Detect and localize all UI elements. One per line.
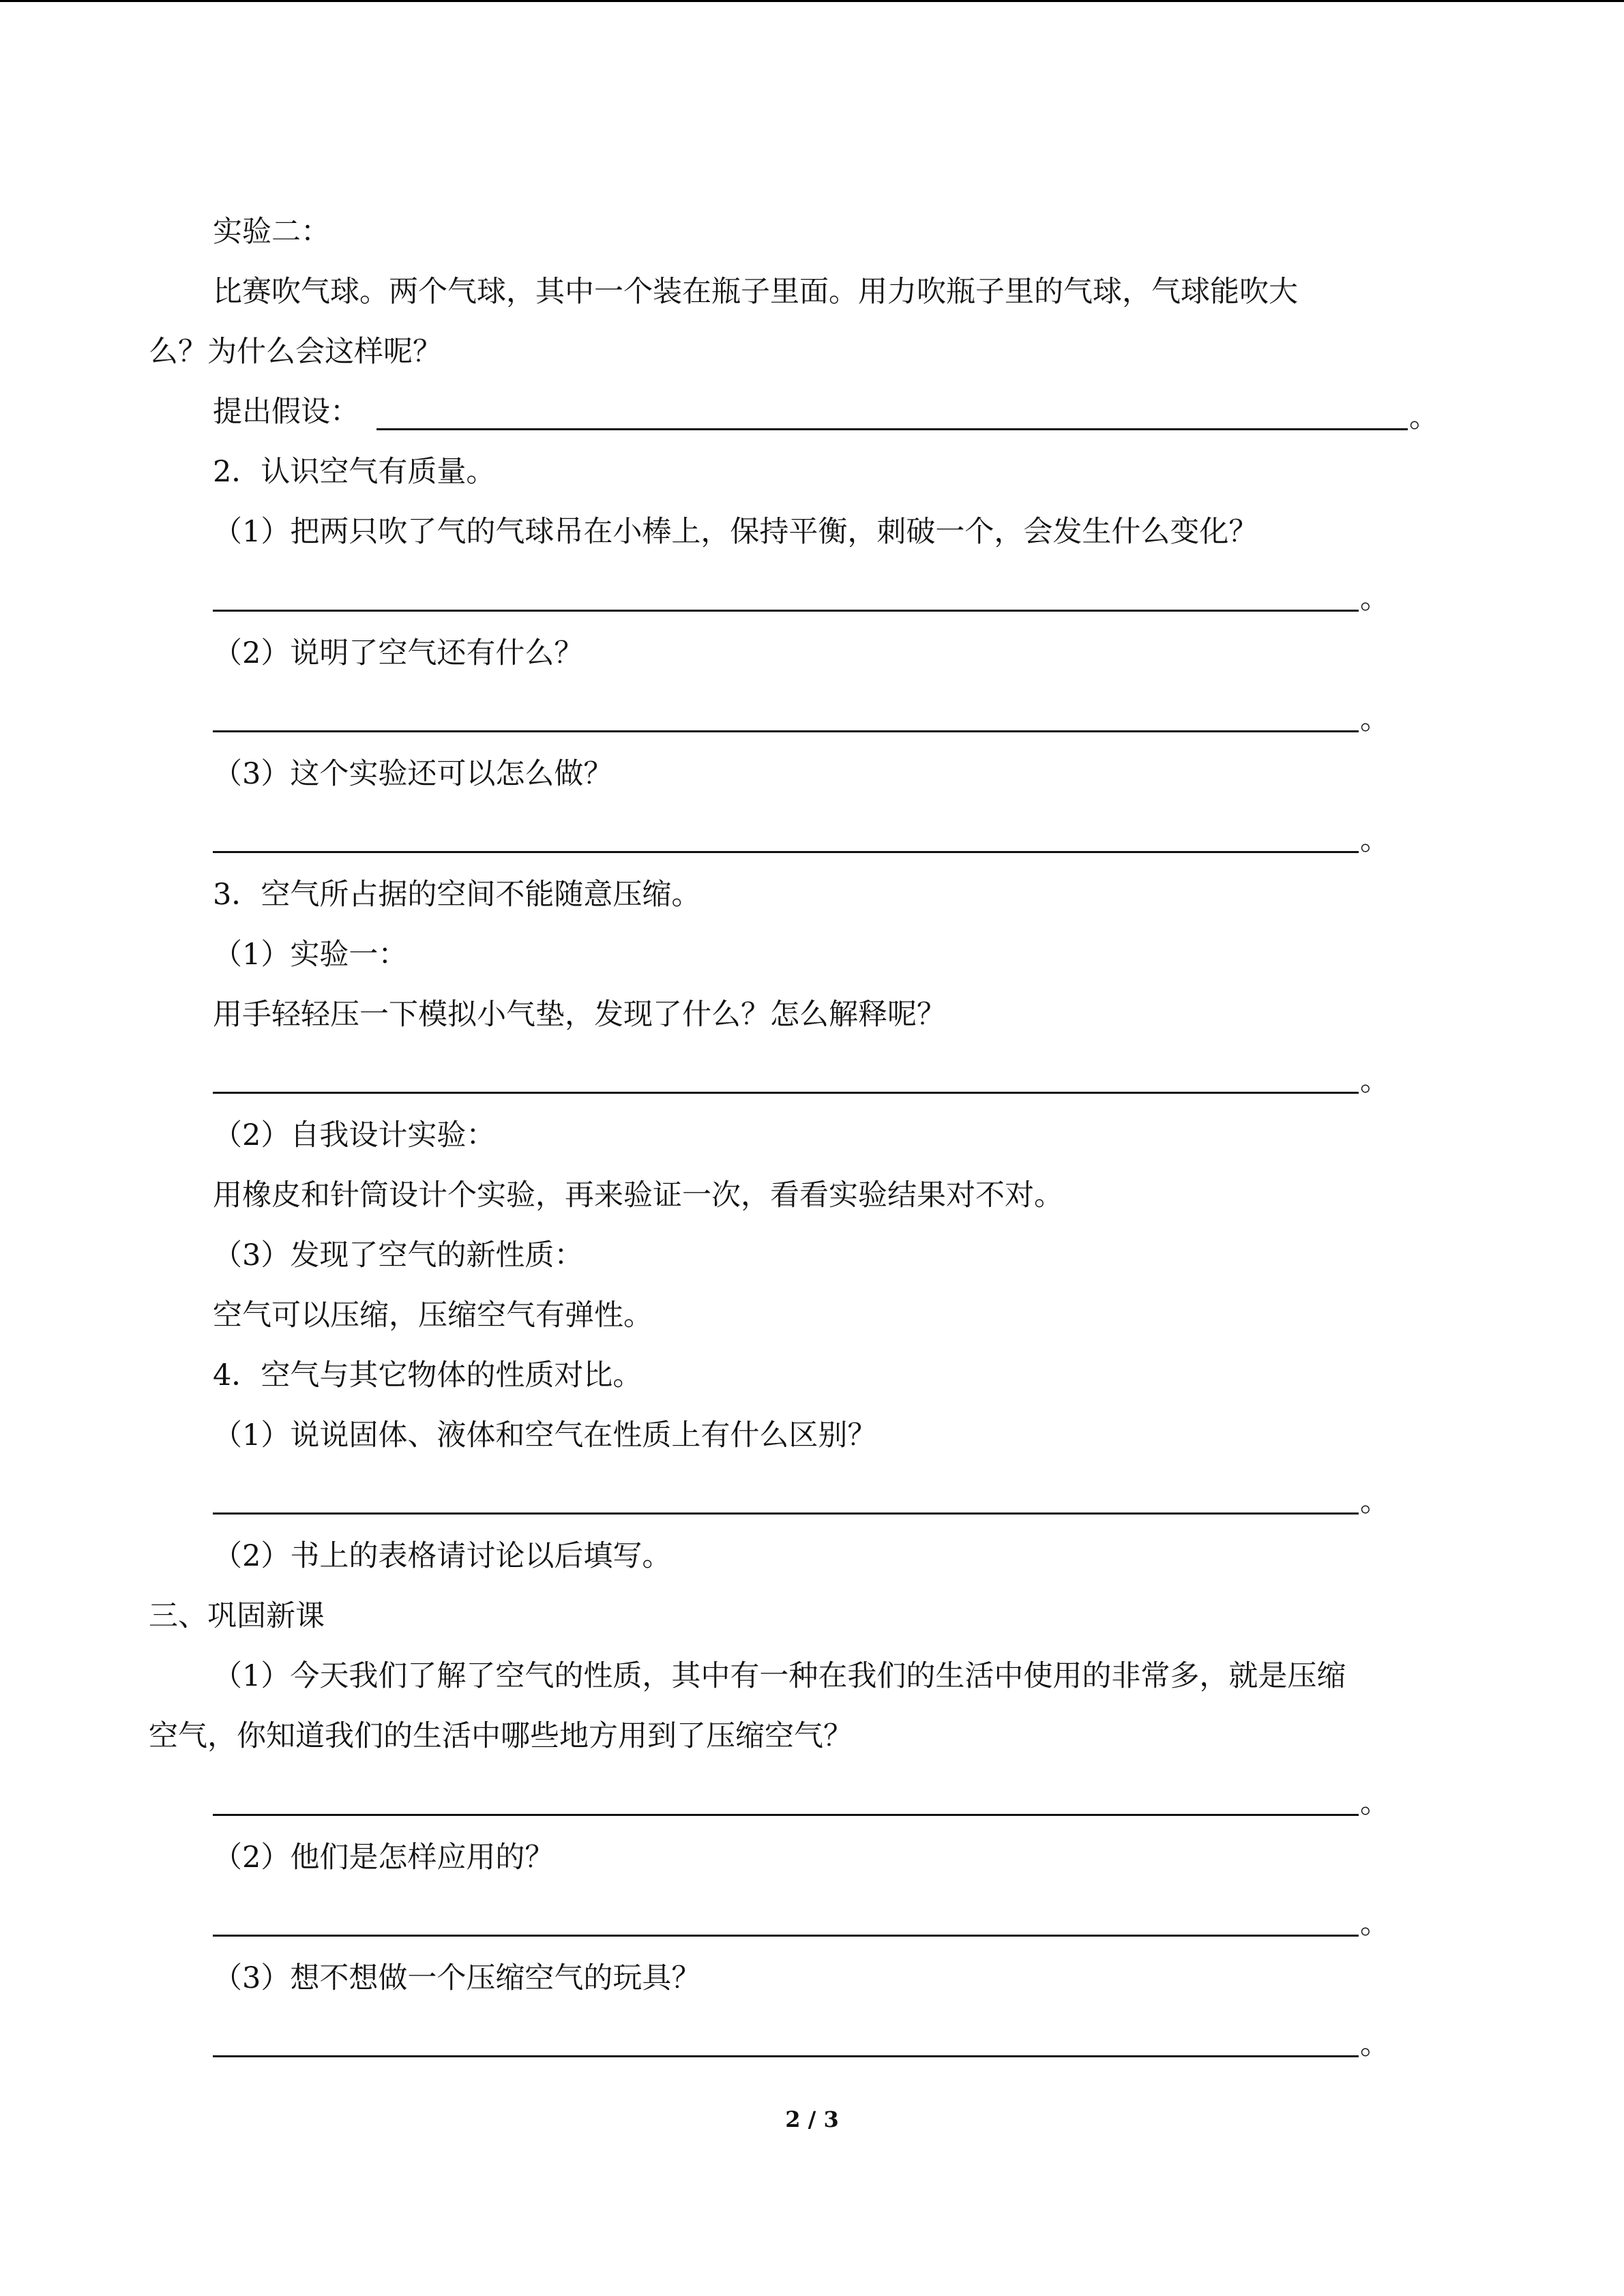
compression-conclusion: 空气可以压缩，压缩空气有弹性。 — [213, 1298, 653, 1332]
answer-underline — [213, 1512, 1359, 1515]
answer-underline — [377, 428, 1408, 430]
page-number: 2 / 3 — [785, 2106, 839, 2132]
blank-period: 。 — [1409, 400, 1438, 434]
blank-period: 。 — [1360, 1907, 1389, 1941]
answer-underline — [213, 1092, 1359, 1094]
blank-period: 。 — [1360, 702, 1389, 736]
hypothesis-label: 提出假设： — [213, 395, 359, 429]
balloon-contest-text: 比赛吹气球。两个气球，其中一个装在瓶子里面。用力吹瓶子里的气球，气球能吹大 — [213, 275, 1298, 309]
consolidation-question-2: （2）他们是怎样应用的？ — [213, 1840, 555, 1875]
syringe-experiment-text: 用橡皮和针筒设计个实验，再来验证一次，看看实验结果对不对。 — [213, 1178, 1063, 1212]
answer-blank-2-3[interactable] — [213, 821, 1389, 859]
blank-period: 。 — [1360, 1064, 1389, 1098]
experiment-two-heading: 实验二： — [213, 215, 330, 249]
blank-period: 。 — [1360, 2027, 1389, 2061]
air-cushion-question: 用手轻轻压一下模拟小气垫，发现了什么？怎么解释呢？ — [213, 998, 946, 1032]
consolidation-heading: 三、巩固新课 — [149, 1599, 325, 1633]
blank-period: 。 — [1360, 823, 1389, 857]
blank-period: 。 — [1360, 582, 1389, 616]
answer-underline — [213, 1935, 1359, 1937]
answer-underline — [213, 2055, 1359, 2057]
question-2-2: （2）说明了空气还有什么？ — [213, 636, 584, 670]
consolidation-question-3: （3）想不想做一个压缩空气的玩具？ — [213, 1961, 701, 1995]
hypothesis-answer-blank[interactable] — [377, 398, 1438, 436]
answer-blank-c3[interactable] — [213, 2025, 1389, 2063]
answer-underline — [213, 1814, 1359, 1816]
blank-period: 。 — [1360, 1485, 1389, 1519]
answer-blank-3-1[interactable] — [213, 1062, 1389, 1100]
self-design-label: （2）自我设计实验： — [213, 1118, 496, 1152]
answer-underline — [213, 851, 1359, 853]
answer-underline — [213, 730, 1359, 732]
section-2-heading: 2．认识空气有质量。 — [213, 455, 496, 489]
answer-blank-2-2[interactable] — [213, 700, 1389, 739]
question-2-3: （3）这个实验还可以怎么做？ — [213, 757, 613, 791]
answer-blank-2-1[interactable] — [213, 580, 1389, 618]
answer-underline — [213, 610, 1359, 612]
answer-blank-4-1[interactable] — [213, 1482, 1389, 1521]
section-4-heading: 4．空气与其它物体的性质对比。 — [213, 1358, 643, 1392]
balloon-contest-text-cont: 么？为什么会这样呢？ — [149, 335, 442, 369]
consolidation-question-1: （1）今天我们了解了空气的性质，其中有一种在我们的生活中使用的非常多，就是压缩 — [213, 1659, 1346, 1693]
question-4-1: （1）说说固体、液体和空气在性质上有什么区别？ — [213, 1418, 877, 1452]
new-property-label: （3）发现了空气的新性质： — [213, 1238, 584, 1272]
question-4-2: （2）书上的表格请讨论以后填写。 — [213, 1539, 672, 1573]
consolidation-question-1-cont: 空气，你知道我们的生活中哪些地方用到了压缩空气？ — [149, 1719, 853, 1753]
question-2-1: （1）把两只吹了气的气球吊在小棒上，保持平衡，刺破一个，会发生什么变化？ — [213, 515, 1258, 549]
experiment-one-label: （1）实验一： — [213, 938, 408, 972]
section-3-heading: 3．空气所占据的空间不能随意压缩。 — [213, 878, 701, 912]
blank-period: 。 — [1360, 1786, 1389, 1820]
answer-blank-c2[interactable] — [213, 1905, 1389, 1943]
answer-blank-c1[interactable] — [213, 1784, 1389, 1822]
